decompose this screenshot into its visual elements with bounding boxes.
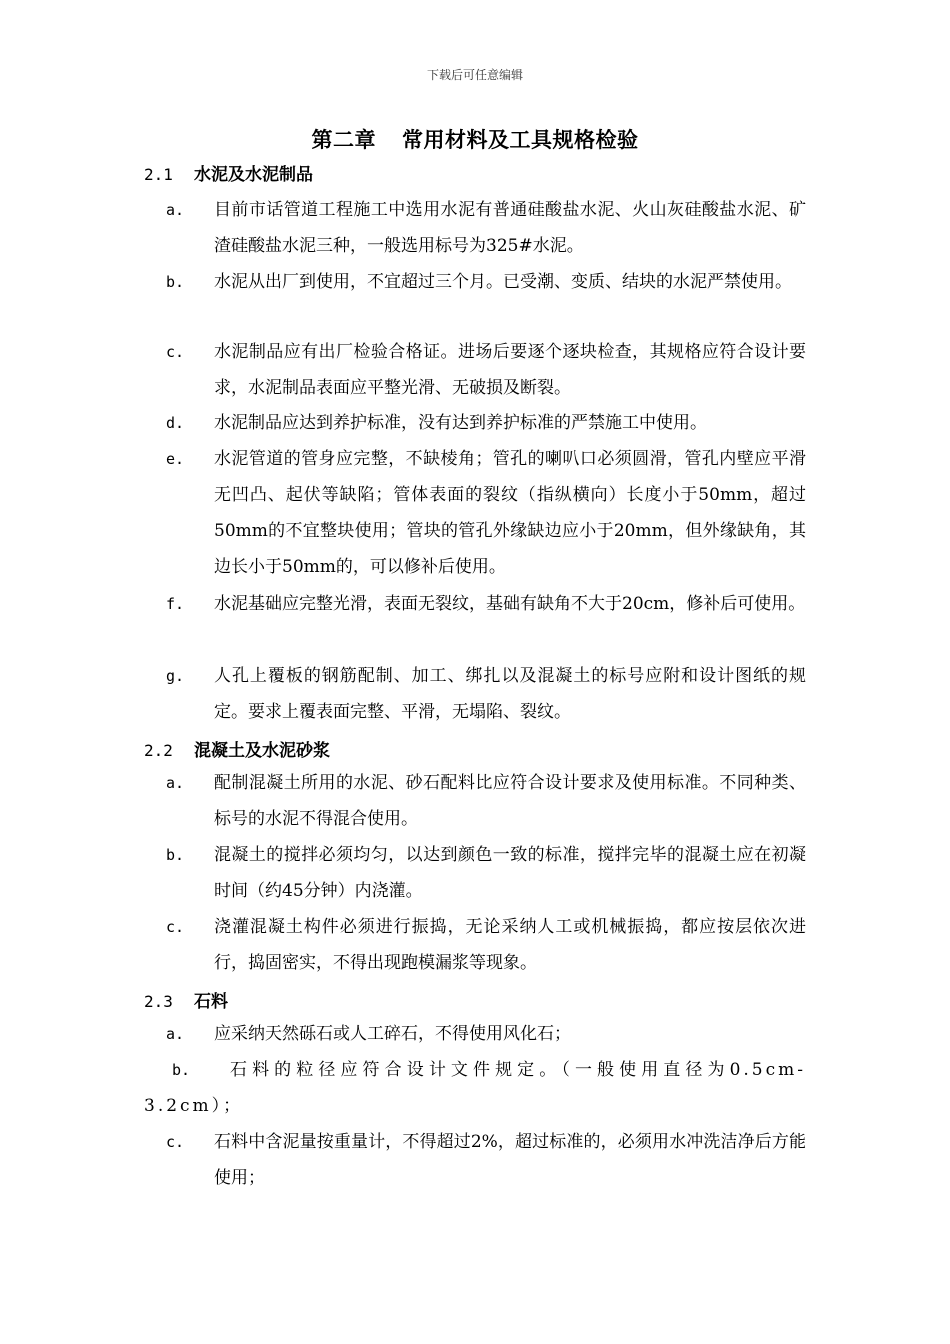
item-label: c. [166, 343, 185, 361]
chapter-number: 第二章 [311, 127, 376, 152]
list-item [166, 658, 826, 730]
item-label: a. [166, 1025, 185, 1043]
item-text: 浇灌混凝土构件必须进行振捣，无论采纳人工或机械振捣，都应按层依次进行，捣固密实，不得出现跑模漏浆等现象。 [214, 917, 806, 973]
chapter-title [0, 124, 950, 154]
section-number: 2.1 [144, 165, 173, 184]
list-item [166, 837, 826, 909]
item-label: g. [166, 667, 185, 685]
item-text: 人孔上覆板的钢筋配制、加工、绑扎以及混凝土的标号应附和设计图纸的规定。要求上覆表面完整、平滑，无塌陷、裂纹。 [214, 666, 806, 722]
section-title: 水泥及水泥制品 [194, 165, 313, 185]
list-item [166, 264, 826, 300]
item-label: a. [166, 201, 185, 219]
list-item [144, 1052, 826, 1124]
item-text: 混凝土的搅拌必须均匀，以达到颜色一致的标准，搅拌完毕的混凝土应在初凝时间（约45分钟）内浇灌。 [214, 845, 806, 901]
section-title: 石料 [194, 992, 228, 1012]
item-label: c. [166, 1133, 185, 1151]
list-item [166, 1016, 826, 1052]
item-text: 水泥从出厂到使用，不宜超过三个月。已受潮、变质、结块的水泥严禁使用。 [214, 272, 792, 292]
item-text: 水泥管道的管身应完整，不缺棱角；管孔的喇叭口必须圆滑，管孔内壁应平滑无凹凸、起伏等缺陷；管体表面的裂纹（指纵横向）长度小于50mm，超过50mm的不宜整块使用；管块的管孔外缘缺边应小于20mm，但外缘缺角，其边长小于50mm的，可以修补后使用。 [214, 449, 806, 577]
item-label: e. [166, 450, 185, 468]
chapter-name: 常用材料及工具规格检验 [402, 127, 639, 152]
item-label: b. [166, 273, 185, 291]
list-item [166, 334, 826, 406]
item-text: 石料中含泥量按重量计，不得超过2%，超过标准的，必须用水冲洗洁净后方能使用； [214, 1132, 806, 1188]
item-text: 水泥基础应完整光滑，表面无裂纹，基础有缺角不大于20cm，修补后可使用。 [214, 594, 806, 614]
section-heading [144, 160, 313, 185]
item-text: 配制混凝土所用的水泥、砂石配料比应符合设计要求及使用标准。不同种类、标号的水泥不得混合使用。 [214, 773, 806, 829]
list-item [166, 1124, 826, 1196]
header-note: 下载后可任意编辑 [426, 68, 523, 82]
item-label: b. [172, 1061, 191, 1079]
list-item [166, 909, 826, 981]
section-heading [144, 987, 228, 1012]
list-item [166, 441, 826, 585]
item-text: 目前市话管道工程施工中选用水泥有普通硅酸盐水泥、火山灰硅酸盐水泥、矿渣硅酸盐水泥三种，一般选用标号为325#水泥。 [214, 200, 806, 256]
item-label: a. [166, 774, 185, 792]
section-heading [144, 736, 330, 761]
item-text: 石料的粒径应符合设计文件规定。（一般使用直径为0.5cm-3.2cm）； [144, 1060, 806, 1116]
item-label: f. [166, 595, 185, 613]
item-label: b. [166, 846, 185, 864]
list-item [166, 405, 826, 441]
item-text: 水泥制品应有出厂检验合格证。进场后要逐个逐块检查，其规格应符合设计要求，水泥制品表面应平整光滑、无破损及断裂。 [214, 342, 806, 398]
item-label: c. [166, 918, 185, 936]
item-label: d. [166, 414, 185, 432]
section-title: 混凝土及水泥砂浆 [194, 741, 330, 761]
item-text: 水泥制品应达到养护标准，没有达到养护标准的严禁施工中使用。 [214, 413, 707, 433]
section-number: 2.2 [144, 741, 173, 760]
list-item [166, 765, 826, 837]
item-text: 应采纳天然砾石或人工碎石，不得使用风化石； [214, 1024, 571, 1044]
list-item [166, 192, 826, 264]
section-number: 2.3 [144, 992, 173, 1011]
list-item [166, 586, 826, 622]
